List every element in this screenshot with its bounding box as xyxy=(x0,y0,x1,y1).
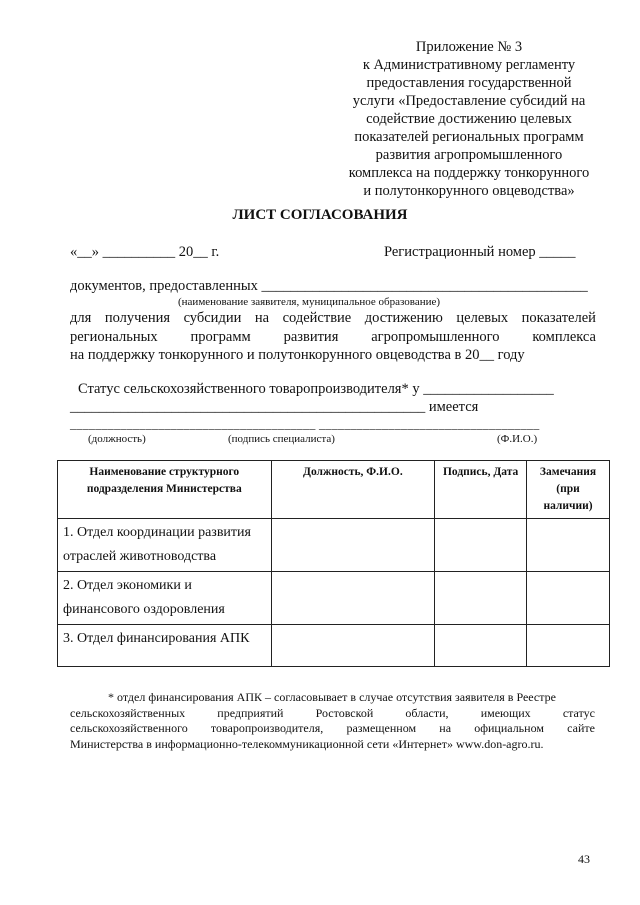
remarks-cell[interactable] xyxy=(527,519,610,572)
column-header-position: Должность, Ф.И.О. xyxy=(271,461,435,519)
footnote-line-3 xyxy=(70,721,595,737)
word: целевых xyxy=(456,310,509,326)
position-hint: (должность) xyxy=(88,433,146,445)
purpose-line-3: на поддержку тонкорунного и полутонкорунного овцеводства в 20__ году xyxy=(70,347,525,363)
word: для xyxy=(70,310,92,326)
remarks-cell[interactable] xyxy=(527,625,610,667)
position-cell[interactable] xyxy=(271,519,435,572)
appendix-line: Приложение № 3 xyxy=(415,39,523,55)
appendix-line: к Административному регламенту xyxy=(362,57,576,73)
table-header-row xyxy=(58,461,610,519)
appendix-line: комплекса на поддержку тонкорунного xyxy=(348,165,590,181)
purpose-line-1 xyxy=(70,310,596,327)
position-cell[interactable] xyxy=(271,625,435,667)
department-cell: 2. Отдел экономики и финансового оздоровления xyxy=(58,572,272,625)
word: региональных xyxy=(70,329,158,345)
column-header-department: Наименование структурного подразделения Министерства xyxy=(58,461,272,519)
footnote-line-1: * отдел финансирования АПК – согласовывает в случае отсутствия заявителя в Реестре xyxy=(108,690,556,704)
registration-number-field: Регистрационный номер _____ xyxy=(384,244,576,260)
signature-cell[interactable] xyxy=(435,572,527,625)
department-cell: 1. Отдел координации развития отраслей животноводства xyxy=(58,519,272,572)
column-header-signature: Подпись, Дата xyxy=(435,461,527,519)
word: статус xyxy=(562,705,595,720)
date-field: «__» __________ 20__ г. xyxy=(70,244,220,260)
word: Ростовской xyxy=(315,705,374,720)
word: размещенном xyxy=(346,721,417,735)
status-line-2: _________________________________________________ имеется xyxy=(70,399,479,415)
remarks-cell[interactable] xyxy=(527,572,610,625)
fio-hint: (Ф.И.О.) xyxy=(497,433,538,445)
word: сайте xyxy=(567,721,595,735)
word: на xyxy=(254,310,270,326)
footnote xyxy=(70,690,595,752)
status-line-1: Статус сельскохозяйственного товаропроизводителя* у __________________ xyxy=(78,381,554,397)
documents-line: документов, предоставленных _____________________________________________ xyxy=(70,278,588,294)
purpose-line-2 xyxy=(70,329,596,346)
word: показателей xyxy=(521,310,596,326)
table-row xyxy=(58,625,610,667)
word: официальном xyxy=(474,721,544,735)
appendix-line: показателей региональных программ xyxy=(354,129,584,145)
position-cell[interactable] xyxy=(271,572,435,625)
footnote-line-4: Министерства в информационно-телекоммуникационной сети «Интернет» www.don-agro.ru. xyxy=(70,736,544,751)
word: достижению xyxy=(364,310,443,326)
page-number: 43 xyxy=(578,852,590,866)
appendix-line: услуги «Предоставление субсидий на xyxy=(352,93,586,109)
page-title: ЛИСТ СОГЛАСОВАНИЯ xyxy=(232,207,408,223)
word: содействие xyxy=(282,310,352,326)
approval-table xyxy=(57,460,610,667)
word: сельскохозяйственных xyxy=(70,705,186,720)
table-row xyxy=(58,572,610,625)
footnote-line-2 xyxy=(70,706,595,722)
column-header-remarks: Замечания (при наличии) xyxy=(527,461,610,519)
word: имеющих xyxy=(480,705,531,720)
word: развития xyxy=(283,329,339,345)
word: товаропроизводителя, xyxy=(210,721,324,735)
department-cell: 3. Отдел финансирования АПК xyxy=(58,625,272,667)
word: субсидии xyxy=(183,310,242,326)
signature-cell[interactable] xyxy=(435,519,527,572)
appendix-line: содействие достижению целевых xyxy=(366,111,572,127)
appendix-line: предоставления государственной xyxy=(366,75,572,91)
word: агропромышленного xyxy=(371,329,500,345)
word: предприятий xyxy=(217,705,284,720)
word: области, xyxy=(405,705,449,720)
appendix-line: и полутонкорунного овцеводства» xyxy=(363,183,575,199)
signature-cell[interactable] xyxy=(435,625,527,667)
word: комплекса xyxy=(532,329,596,345)
word: на xyxy=(439,721,452,735)
word: программ xyxy=(190,329,251,345)
appendix-header xyxy=(334,38,604,200)
table-row xyxy=(58,519,610,572)
status-line-3: _______________________________________ ___________________________________ xyxy=(70,417,540,431)
applicant-hint: (наименование заявителя, муниципальное образование) xyxy=(178,296,441,308)
word: сельскохозяйственного xyxy=(70,721,188,735)
signature-hint: (подпись специалиста) xyxy=(228,433,335,445)
appendix-line: развития агропромышленного xyxy=(375,147,563,163)
word: получения xyxy=(104,310,171,326)
